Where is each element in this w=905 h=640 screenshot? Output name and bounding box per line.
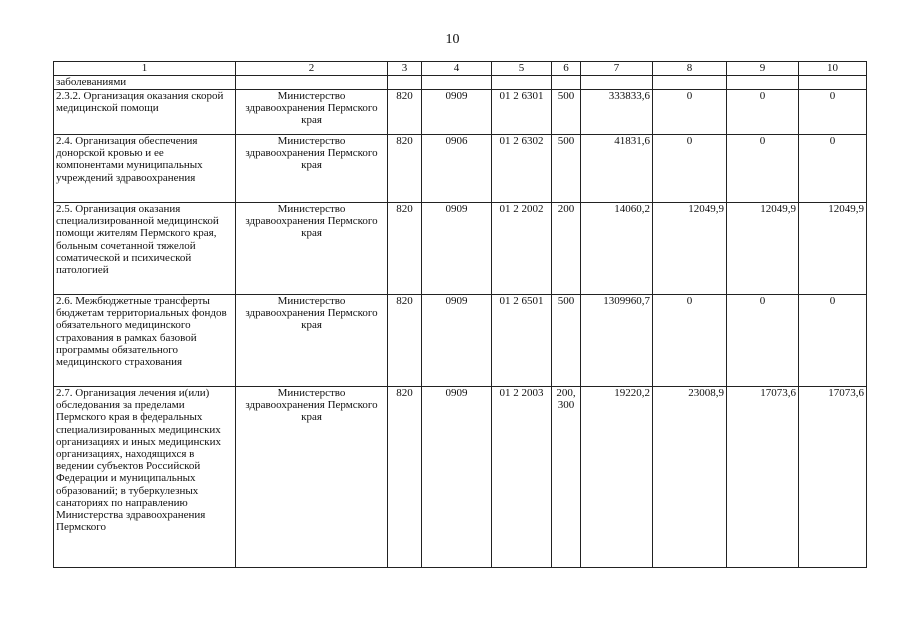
expense-type-code: 500 <box>552 135 581 203</box>
column-header-1: 1 <box>54 62 236 76</box>
empty-cell <box>492 76 552 90</box>
column-header-7: 7 <box>581 62 653 76</box>
page-number: 10 <box>445 32 460 47</box>
amount-col-10: 12049,9 <box>799 203 867 295</box>
budget-table <box>53 61 867 568</box>
grbs-code: 820 <box>388 203 422 295</box>
empty-cell <box>422 76 492 90</box>
amount-col-10: 0 <box>799 90 867 135</box>
column-header-10: 10 <box>799 62 867 76</box>
table-row <box>54 135 867 203</box>
amount-col-7: 41831,6 <box>581 135 653 203</box>
amount-col-8: 0 <box>653 135 727 203</box>
grbs-code: 820 <box>388 387 422 568</box>
column-number-header-row <box>54 62 867 76</box>
empty-cell <box>581 76 653 90</box>
column-header-9: 9 <box>727 62 799 76</box>
expense-type-code: 200, 300 <box>552 387 581 568</box>
amount-col-9: 0 <box>727 90 799 135</box>
amount-col-7: 1309960,7 <box>581 295 653 387</box>
target-article-code: 01 2 2002 <box>492 203 552 295</box>
column-header-3: 3 <box>388 62 422 76</box>
empty-cell <box>727 76 799 90</box>
grbs-code: 820 <box>388 135 422 203</box>
amount-col-8: 12049,9 <box>653 203 727 295</box>
section-code: 0909 <box>422 295 492 387</box>
empty-cell <box>799 76 867 90</box>
amount-col-10: 0 <box>799 295 867 387</box>
amount-col-10: 17073,6 <box>799 387 867 568</box>
activity-name: 2.4. Организация обеспечения донорской кровью и ее компонентами муниципальных учреждений здравоохранения <box>54 135 236 203</box>
ministry-name: Министерство здравоохранения Пермского края <box>236 203 388 295</box>
amount-col-10: 0 <box>799 135 867 203</box>
empty-cell <box>552 76 581 90</box>
table-row <box>54 90 867 135</box>
ministry-name: Министерство здравоохранения Пермского края <box>236 135 388 203</box>
amount-col-8: 0 <box>653 90 727 135</box>
table-row <box>54 387 867 568</box>
empty-cell <box>388 76 422 90</box>
amount-col-9: 12049,9 <box>727 203 799 295</box>
expense-type-code: 500 <box>552 295 581 387</box>
column-header-5: 5 <box>492 62 552 76</box>
section-code: 0909 <box>422 203 492 295</box>
ministry-name: Министерство здравоохранения Пермского края <box>236 90 388 135</box>
table-row <box>54 203 867 295</box>
grbs-code: 820 <box>388 295 422 387</box>
expense-type-code: 200 <box>552 203 581 295</box>
continuation-text: заболеваниями <box>54 76 236 90</box>
activity-name: 2.3.2. Организация оказания скорой медицинской помощи <box>54 90 236 135</box>
ministry-name: Министерство здравоохранения Пермского края <box>236 387 388 568</box>
target-article-code: 01 2 2003 <box>492 387 552 568</box>
target-article-code: 01 2 6302 <box>492 135 552 203</box>
amount-col-7: 19220,2 <box>581 387 653 568</box>
activity-name: 2.5. Организация оказания специализированной медицинской помощи жителям Пермского края, больным сочетанной тяжелой соматической и психической патологией <box>54 203 236 295</box>
amount-col-9: 0 <box>727 295 799 387</box>
column-header-8: 8 <box>653 62 727 76</box>
column-header-6: 6 <box>552 62 581 76</box>
target-article-code: 01 2 6501 <box>492 295 552 387</box>
amount-col-9: 0 <box>727 135 799 203</box>
activity-name: 2.6. Межбюджетные трансферты бюджетам территориальных фондов обязательного медицинского страхования в рамках базовой программы обязательного медицинского страхования <box>54 295 236 387</box>
continuation-row <box>54 76 867 90</box>
activity-name: 2.7. Организация лечения и(или) обследования за пределами Пермского края в федеральных специализированных медицинских организациях и иных медицинских организациях, находящихся в ведении субъектов Российской Федерации и муниципальных образований; в туберкулезных санаториях по направлению Министерства здравоохранения Пермского <box>54 387 236 568</box>
table-row <box>54 295 867 387</box>
amount-col-7: 14060,2 <box>581 203 653 295</box>
ministry-name: Министерство здравоохранения Пермского края <box>236 295 388 387</box>
section-code: 0909 <box>422 90 492 135</box>
section-code: 0906 <box>422 135 492 203</box>
empty-cell <box>236 76 388 90</box>
grbs-code: 820 <box>388 90 422 135</box>
column-header-4: 4 <box>422 62 492 76</box>
amount-col-8: 23008,9 <box>653 387 727 568</box>
amount-col-8: 0 <box>653 295 727 387</box>
amount-col-7: 333833,6 <box>581 90 653 135</box>
amount-col-9: 17073,6 <box>727 387 799 568</box>
empty-cell <box>653 76 727 90</box>
column-header-2: 2 <box>236 62 388 76</box>
section-code: 0909 <box>422 387 492 568</box>
expense-type-code: 500 <box>552 90 581 135</box>
target-article-code: 01 2 6301 <box>492 90 552 135</box>
